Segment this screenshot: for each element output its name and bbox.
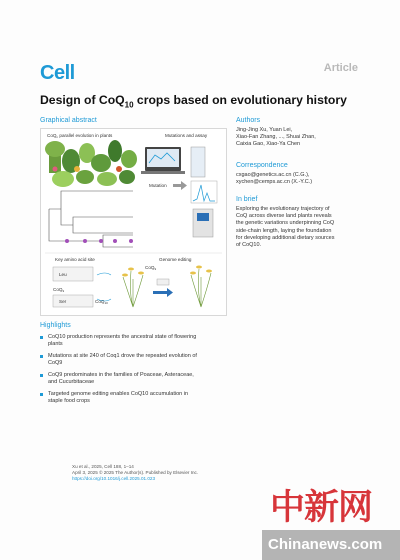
ga-mutations-label: Mutations and assay xyxy=(165,133,208,138)
title-part-2: crops based on evolutionary history xyxy=(133,93,347,107)
ga-genome-editing-label: Genome editing xyxy=(159,257,192,262)
bullet-icon xyxy=(40,336,43,339)
ga-evolution-label: CoQ$_n$ parallel evolution in plants xyxy=(47,133,113,139)
highlight-item xyxy=(40,334,338,348)
ga-leu-label: Leu xyxy=(59,272,67,277)
highlights-heading: Highlights xyxy=(40,322,71,329)
author-line: Jing-Jing Xu, Yuan Lei, xyxy=(236,127,293,133)
highlight-line: CoQ9 xyxy=(48,360,63,366)
graphical-abstract-heading: Graphical abstract xyxy=(40,117,97,124)
correspondence-heading: Correspondence xyxy=(236,162,288,169)
highlight-item xyxy=(40,391,338,405)
author-line: Caixia Gao, Xiao-Ya Chen xyxy=(236,141,301,148)
title-part-1: Design of CoQ xyxy=(40,93,125,107)
bullet-icon xyxy=(40,393,43,396)
citation-line: Xu et al., 2025, Cell 188, 1–14 xyxy=(72,464,134,469)
in-brief-line: of CoQ10. xyxy=(236,242,262,249)
graphical-abstract-illustration xyxy=(41,129,226,315)
title-subscript: 10 xyxy=(124,100,134,110)
ga-mutation-label: Mutation xyxy=(149,183,167,188)
email-line[interactable]: cxgao@genetics.ac.cn (C.G.), xyxy=(236,172,310,178)
in-brief-heading: In brief xyxy=(236,196,258,203)
citation-line: April 3, 2025 © 2025 The Author(s). Published by Elsevier Inc. xyxy=(72,470,199,476)
highlight-line: plants xyxy=(48,341,63,347)
in-brief-line: Exploring the evolutionary trajectory of xyxy=(236,206,330,212)
authors-heading: Authors xyxy=(236,117,261,124)
in-brief-line: the genetic variations underpinning CoQ xyxy=(236,220,335,227)
authors-list xyxy=(236,127,316,149)
watermark-logo-english: Chinanews.com xyxy=(268,536,383,553)
bullet-icon xyxy=(40,374,43,377)
citation-footer xyxy=(72,464,198,483)
highlight-line: and Cucurbitaceae xyxy=(48,379,95,385)
bullet-icon xyxy=(40,355,43,358)
ga-coq9-label: CoQ$_9$ xyxy=(53,287,65,293)
in-brief-line: for developing additional dietary sources xyxy=(236,234,335,241)
assay-device xyxy=(191,147,205,177)
paper-title xyxy=(40,93,370,109)
in-brief-text xyxy=(236,206,334,249)
highlight-item xyxy=(40,353,338,367)
highlight-line: Targeted genome editing enables CoQ10 accumulation in xyxy=(48,391,189,397)
author-line: Xiao-Fan Zhang, ..., Shuai Zhan, xyxy=(236,134,316,141)
in-brief-line: side-chain length, laying the foundation xyxy=(236,227,332,234)
ga-key-site-label: Key amino acid site xyxy=(55,257,95,262)
ga-coq10-label: CoQ$_{10}$ xyxy=(95,299,108,305)
ga-coq-short-label: CoQ$_9$ xyxy=(145,265,157,271)
highlight-line: CoQ9 predominates in the families of Poaceae, Asteraceae, xyxy=(48,372,194,378)
correspondence-emails[interactable] xyxy=(236,172,312,186)
highlight-line: staple food crops xyxy=(48,398,90,404)
phylogeny-tree xyxy=(49,191,133,247)
doi-link[interactable]: https://doi.org/10.1016/j.cell.2025.01.023 xyxy=(72,476,156,482)
graphical-abstract-figure xyxy=(40,128,227,316)
highlight-line: Mutations at site 240 of Coq1 drove the repeated evolution of xyxy=(48,353,197,359)
editing-arrow xyxy=(153,288,173,297)
email-line[interactable]: xychen@cemps.ac.cn (X.-Y.C.) xyxy=(236,179,313,186)
highlight-line: CoQ10 production represents the ancestral state of flowering xyxy=(48,334,197,340)
article-type-label: Article xyxy=(323,62,358,74)
plants-illustration xyxy=(45,140,137,187)
journal-logo: Cell xyxy=(40,62,75,84)
in-brief-line: CoQ across diverse land plants reveals xyxy=(236,213,332,220)
ga-ser-label: Ser xyxy=(59,299,67,304)
highlight-item xyxy=(40,372,338,386)
watermark-logo-chinese: 中新网 xyxy=(270,487,373,528)
